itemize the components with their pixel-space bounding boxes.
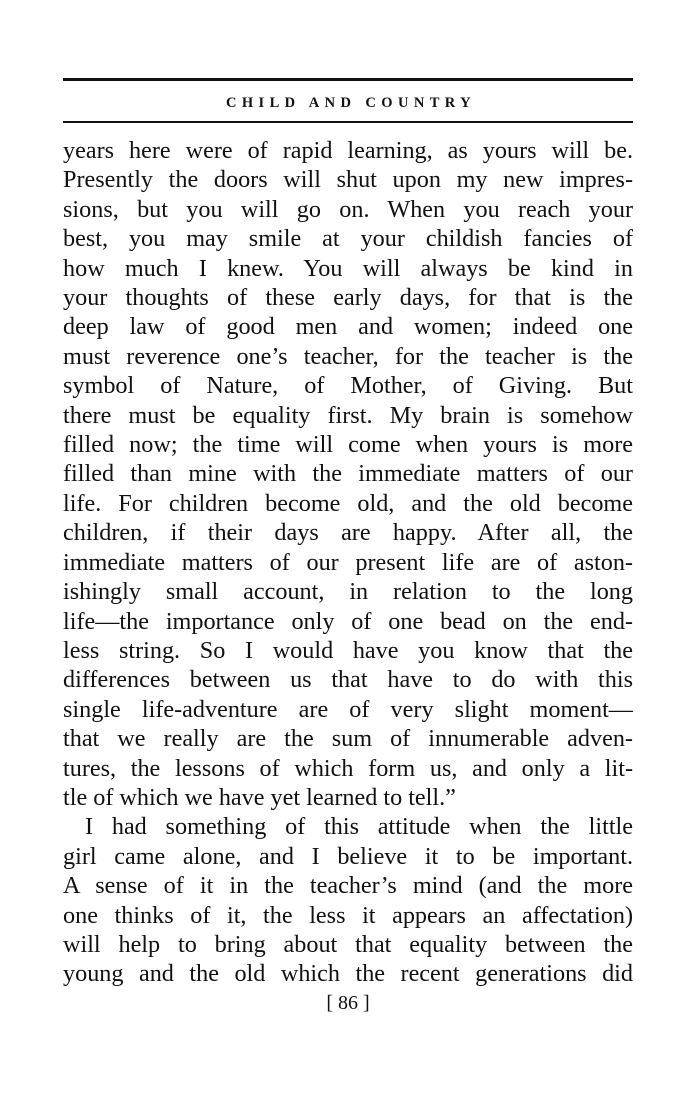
text-line: I had something of this attitude when the little xyxy=(85,813,633,841)
text-line: children, if their days are happy. After all, the xyxy=(63,519,633,547)
text-line: single life-adventure are of very slight moment— xyxy=(63,695,633,723)
text-line: best, you may smile at your childish fancies of xyxy=(63,225,633,253)
text-line: tle of which we have yet learned to tell.” xyxy=(63,783,456,811)
paragraph-2 xyxy=(63,812,633,988)
text-line: filled now; the time will come when yours is more xyxy=(63,431,633,459)
text-line: must reverence one’s teacher, for the teacher is the xyxy=(63,342,633,370)
page-number: [ 86 ] xyxy=(326,991,370,1014)
book-page xyxy=(63,78,633,1015)
header-rule-bottom xyxy=(63,121,633,123)
text-line: years here were of rapid learning, as yours will be. xyxy=(63,137,633,164)
text-line: there must be equality first. My brain is somehow xyxy=(63,401,633,429)
text-line: filled than mine with the immediate matters of our xyxy=(63,460,633,488)
running-head: CHILD AND COUNTRY xyxy=(226,95,476,111)
text-line: your thoughts of these early days, for that is the xyxy=(63,284,633,312)
text-line: A sense of it in the teacher’s mind (and the more xyxy=(63,872,633,900)
text-line: young and the old which the recent generations did xyxy=(63,960,633,988)
text-line: one thinks of it, the less it appears an affectation) xyxy=(63,901,633,929)
text-line: less string. So I would have you know that the xyxy=(63,636,633,664)
text-line: that we really are the sum of innumerable adven- xyxy=(63,725,633,753)
text-line: life—the importance only of one bead on the end- xyxy=(63,607,633,635)
text-line: Presently the doors will shut upon my new impres- xyxy=(63,166,633,194)
text-line: deep law of good men and women; indeed one xyxy=(63,313,633,341)
text-line: immediate matters of our present life are of aston- xyxy=(63,548,633,576)
text-line: will help to bring about that equality between the xyxy=(63,930,633,958)
paragraph-1 xyxy=(63,136,633,812)
text-line: sions, but you will go on. When you reach your xyxy=(63,195,633,223)
text-line: ishingly small account, in relation to the long xyxy=(63,578,633,606)
text-line: tures, the lessons of which form us, and only a lit- xyxy=(63,754,633,782)
text-line: girl came alone, and I believe it to be important. xyxy=(63,842,633,870)
text-line: differences between us that have to do with this xyxy=(63,666,633,694)
text-line: life. For children become old, and the old become xyxy=(63,489,633,517)
text-line: symbol of Nature, of Mother, of Giving. But xyxy=(63,372,633,400)
text-line: how much I knew. You will always be kind in xyxy=(63,254,633,282)
body-text xyxy=(63,136,633,989)
